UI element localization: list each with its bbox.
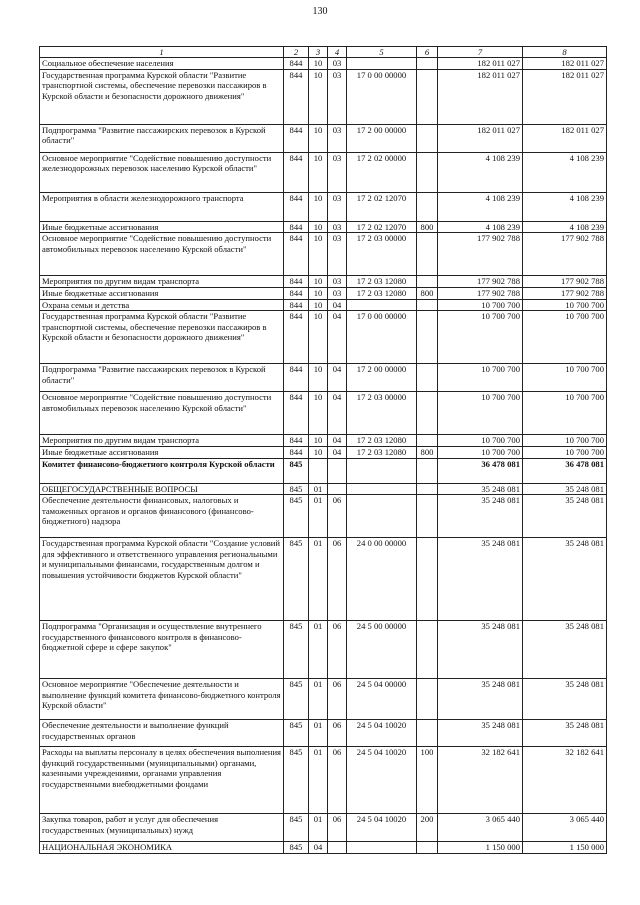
row-amount-1: 4 108 239 xyxy=(438,152,523,192)
row-section-code: 01 xyxy=(309,747,328,814)
row-name: Обеспечение деятельности финансовых, налоговых и таможенных органов и органов финансового (финансово-бюджетного) надзора xyxy=(40,495,284,538)
row-expense-code: 800 xyxy=(417,447,438,459)
row-subsection-code: 04 xyxy=(328,364,347,392)
table-row xyxy=(40,364,607,392)
table-row xyxy=(40,447,607,459)
table-row xyxy=(40,538,607,621)
col-header-subsection: 4 xyxy=(328,47,347,58)
row-subsection-code: 06 xyxy=(328,814,347,842)
row-section-code: 01 xyxy=(309,621,328,679)
row-subsection-code: 04 xyxy=(328,311,347,364)
row-amount-2: 182 011 027 xyxy=(523,69,607,124)
row-ministry-code: 845 xyxy=(284,679,309,720)
row-name: Мероприятия в области железнодорожного транспорта xyxy=(40,192,284,221)
table-row xyxy=(40,435,607,447)
row-expense-code xyxy=(417,69,438,124)
row-amount-1: 182 011 027 xyxy=(438,58,523,70)
row-name: Комитет финансово-бюджетного контроля Курской области xyxy=(40,458,284,483)
row-subsection-code: 03 xyxy=(328,276,347,288)
row-expense-code xyxy=(417,392,438,435)
row-amount-2: 10 700 700 xyxy=(523,435,607,447)
row-amount-1: 4 108 239 xyxy=(438,221,523,233)
row-amount-1: 10 700 700 xyxy=(438,435,523,447)
row-subsection-code: 04 xyxy=(328,447,347,459)
row-target-code xyxy=(347,299,417,311)
row-target-code: 24 0 00 00000 xyxy=(347,538,417,621)
row-subsection-code: 06 xyxy=(328,747,347,814)
row-target-code xyxy=(347,58,417,70)
row-name: ОБЩЕГОСУДАРСТВЕННЫЕ ВОПРОСЫ xyxy=(40,483,284,495)
col-header-ministry: 2 xyxy=(284,47,309,58)
table-row xyxy=(40,311,607,364)
row-expense-code xyxy=(417,483,438,495)
row-expense-code xyxy=(417,192,438,221)
table-row xyxy=(40,458,607,483)
row-ministry-code: 845 xyxy=(284,538,309,621)
row-amount-2: 10 700 700 xyxy=(523,364,607,392)
row-amount-1: 177 902 788 xyxy=(438,288,523,300)
row-section-code: 01 xyxy=(309,495,328,538)
row-name: НАЦИОНАЛЬНАЯ ЭКОНОМИКА xyxy=(40,842,284,854)
row-target-code: 17 2 03 12080 xyxy=(347,276,417,288)
row-expense-code xyxy=(417,233,438,276)
row-expense-code xyxy=(417,311,438,364)
row-name: Государственная программа Курской области "Создание условий для эффективного и ответственного управления региональными и муниципальными финансами, государственным долгом и повышения устойчивости бюджетов Курской области" xyxy=(40,538,284,621)
col-header-target: 5 xyxy=(347,47,417,58)
table-row xyxy=(40,621,607,679)
table-row xyxy=(40,392,607,435)
page-number: 130 xyxy=(312,6,328,17)
row-amount-2: 35 248 081 xyxy=(523,621,607,679)
row-expense-code xyxy=(417,58,438,70)
table-row xyxy=(40,233,607,276)
row-section-code: 10 xyxy=(309,152,328,192)
row-subsection-code: 03 xyxy=(328,233,347,276)
row-amount-1: 35 248 081 xyxy=(438,720,523,747)
row-expense-code: 100 xyxy=(417,747,438,814)
row-amount-1: 177 902 788 xyxy=(438,276,523,288)
row-section-code: 01 xyxy=(309,679,328,720)
row-target-code: 17 2 02 12070 xyxy=(347,192,417,221)
header-row xyxy=(40,47,607,58)
row-ministry-code: 844 xyxy=(284,299,309,311)
row-name: Охрана семьи и детства xyxy=(40,299,284,311)
row-ministry-code: 845 xyxy=(284,495,309,538)
row-target-code: 24 5 04 00000 xyxy=(347,679,417,720)
row-name: Обеспечение деятельности и выполнение функций государственных органов xyxy=(40,720,284,747)
row-subsection-code: 06 xyxy=(328,679,347,720)
row-expense-code xyxy=(417,621,438,679)
row-subsection-code: 03 xyxy=(328,58,347,70)
row-amount-1: 10 700 700 xyxy=(438,364,523,392)
row-target-code: 24 5 04 10020 xyxy=(347,747,417,814)
row-amount-2: 35 248 081 xyxy=(523,483,607,495)
row-amount-1: 10 700 700 xyxy=(438,447,523,459)
row-amount-2: 3 065 440 xyxy=(523,814,607,842)
row-name: Основное мероприятие "Содействие повышению доступности железнодорожных перевозок населению Курской области" xyxy=(40,152,284,192)
row-amount-1: 35 248 081 xyxy=(438,483,523,495)
row-amount-2: 10 700 700 xyxy=(523,392,607,435)
row-name: Иные бюджетные ассигнования xyxy=(40,447,284,459)
row-expense-code xyxy=(417,495,438,538)
table-row xyxy=(40,288,607,300)
row-amount-2: 32 182 641 xyxy=(523,747,607,814)
col-header-name: 1 xyxy=(40,47,284,58)
row-amount-2: 182 011 027 xyxy=(523,124,607,152)
row-name: Иные бюджетные ассигнования xyxy=(40,221,284,233)
row-subsection-code: 06 xyxy=(328,720,347,747)
row-subsection-code: 03 xyxy=(328,152,347,192)
row-expense-code xyxy=(417,435,438,447)
row-target-code: 17 2 03 00000 xyxy=(347,392,417,435)
row-amount-1: 35 248 081 xyxy=(438,679,523,720)
row-section-code: 10 xyxy=(309,288,328,300)
row-ministry-code: 844 xyxy=(284,435,309,447)
row-expense-code: 200 xyxy=(417,814,438,842)
row-section-code: 04 xyxy=(309,842,328,854)
row-section-code: 01 xyxy=(309,483,328,495)
row-subsection-code xyxy=(328,458,347,483)
row-amount-2: 182 011 027 xyxy=(523,58,607,70)
row-section-code: 10 xyxy=(309,299,328,311)
row-amount-2: 35 248 081 xyxy=(523,495,607,538)
row-amount-2: 10 700 700 xyxy=(523,299,607,311)
row-amount-2: 35 248 081 xyxy=(523,720,607,747)
row-target-code xyxy=(347,842,417,854)
row-amount-2: 4 108 239 xyxy=(523,192,607,221)
table-row xyxy=(40,276,607,288)
row-ministry-code: 844 xyxy=(284,58,309,70)
row-section-code: 10 xyxy=(309,364,328,392)
row-expense-code xyxy=(417,679,438,720)
row-subsection-code: 03 xyxy=(328,288,347,300)
budget-table xyxy=(39,46,607,854)
col-header-section: 3 xyxy=(309,47,328,58)
row-section-code: 10 xyxy=(309,69,328,124)
row-target-code: 17 2 02 12070 xyxy=(347,221,417,233)
row-section-code: 10 xyxy=(309,192,328,221)
row-subsection-code xyxy=(328,483,347,495)
row-subsection-code: 04 xyxy=(328,435,347,447)
row-name: Государственная программа Курской области "Развитие транспортной системы, обеспечение перевозки пассажиров в Курской области и безопасности дорожного движения" xyxy=(40,311,284,364)
row-amount-2: 35 248 081 xyxy=(523,538,607,621)
row-amount-1: 1 150 000 xyxy=(438,842,523,854)
table-row xyxy=(40,152,607,192)
row-name: Основное мероприятие "Обеспечение деятельности и выполнение функций комитета финансово-бюджетного контроля Курской области" xyxy=(40,679,284,720)
row-ministry-code: 845 xyxy=(284,720,309,747)
col-header-amount-2: 8 xyxy=(523,47,607,58)
row-name: Подпрограмма "Развитие пассажирских перевозок в Курской области" xyxy=(40,364,284,392)
row-expense-code xyxy=(417,538,438,621)
row-ministry-code: 845 xyxy=(284,842,309,854)
row-subsection-code: 03 xyxy=(328,221,347,233)
row-amount-1: 3 065 440 xyxy=(438,814,523,842)
row-amount-2: 4 108 239 xyxy=(523,152,607,192)
row-ministry-code: 844 xyxy=(284,447,309,459)
row-ministry-code: 844 xyxy=(284,152,309,192)
row-target-code: 24 5 00 00000 xyxy=(347,621,417,679)
row-target-code xyxy=(347,483,417,495)
row-subsection-code: 04 xyxy=(328,392,347,435)
row-section-code: 01 xyxy=(309,814,328,842)
row-name: Государственная программа Курской области "Развитие транспортной системы, обеспечение перевозки пассажиров в Курской области и безопасности дорожного движения" xyxy=(40,69,284,124)
row-section-code xyxy=(309,458,328,483)
row-section-code: 10 xyxy=(309,392,328,435)
row-target-code: 24 5 04 10020 xyxy=(347,720,417,747)
row-section-code: 10 xyxy=(309,221,328,233)
row-ministry-code: 845 xyxy=(284,814,309,842)
row-expense-code xyxy=(417,299,438,311)
row-section-code: 10 xyxy=(309,124,328,152)
table-row xyxy=(40,221,607,233)
row-section-code: 10 xyxy=(309,447,328,459)
row-amount-2: 10 700 700 xyxy=(523,447,607,459)
row-ministry-code: 844 xyxy=(284,288,309,300)
row-amount-2: 36 478 081 xyxy=(523,458,607,483)
row-amount-2: 35 248 081 xyxy=(523,679,607,720)
row-amount-2: 177 902 788 xyxy=(523,288,607,300)
table-row xyxy=(40,814,607,842)
row-expense-code xyxy=(417,364,438,392)
row-amount-1: 36 478 081 xyxy=(438,458,523,483)
row-amount-1: 10 700 700 xyxy=(438,299,523,311)
row-expense-code: 800 xyxy=(417,221,438,233)
table-row xyxy=(40,842,607,854)
row-ministry-code: 844 xyxy=(284,364,309,392)
row-subsection-code: 06 xyxy=(328,621,347,679)
row-name: Основное мероприятие "Содействие повышению доступности автомобильных перевозок населению Курской области" xyxy=(40,233,284,276)
row-target-code: 17 0 00 00000 xyxy=(347,311,417,364)
row-name: Закупка товаров, работ и услуг для обеспечения государственных (муниципальных) нужд xyxy=(40,814,284,842)
row-target-code: 17 2 03 12080 xyxy=(347,288,417,300)
row-name: Подпрограмма "Организация и осуществление внутреннего государственного финансового контроля в финансово-бюджетной сфере и сфере закупок" xyxy=(40,621,284,679)
row-name: Иные бюджетные ассигнования xyxy=(40,288,284,300)
row-ministry-code: 844 xyxy=(284,221,309,233)
row-ministry-code: 844 xyxy=(284,192,309,221)
table-row xyxy=(40,124,607,152)
row-section-code: 01 xyxy=(309,720,328,747)
row-name: Социальное обеспечение населения xyxy=(40,58,284,70)
row-amount-1: 4 108 239 xyxy=(438,192,523,221)
table-row xyxy=(40,58,607,70)
row-ministry-code: 845 xyxy=(284,747,309,814)
row-expense-code xyxy=(417,458,438,483)
row-amount-1: 182 011 027 xyxy=(438,69,523,124)
table-row xyxy=(40,747,607,814)
row-name: Расходы на выплаты персоналу в целях обеспечения выполнения функций государственными (муниципальными) органами, казенными учреждениями, органами управления государственными внебюджетными фондами xyxy=(40,747,284,814)
row-target-code: 17 2 03 00000 xyxy=(347,233,417,276)
row-section-code: 01 xyxy=(309,538,328,621)
table-row xyxy=(40,483,607,495)
table-row xyxy=(40,720,607,747)
row-target-code: 17 2 00 00000 xyxy=(347,364,417,392)
row-amount-1: 32 182 641 xyxy=(438,747,523,814)
row-section-code: 10 xyxy=(309,276,328,288)
row-amount-1: 177 902 788 xyxy=(438,233,523,276)
row-section-code: 10 xyxy=(309,233,328,276)
row-subsection-code: 03 xyxy=(328,124,347,152)
row-expense-code xyxy=(417,720,438,747)
row-amount-1: 182 011 027 xyxy=(438,124,523,152)
row-section-code: 10 xyxy=(309,435,328,447)
row-name: Мероприятия по другим видам транспорта xyxy=(40,276,284,288)
row-ministry-code: 844 xyxy=(284,124,309,152)
table-row xyxy=(40,192,607,221)
row-subsection-code: 03 xyxy=(328,69,347,124)
row-subsection-code xyxy=(328,842,347,854)
row-target-code xyxy=(347,495,417,538)
row-name: Мероприятия по другим видам транспорта xyxy=(40,435,284,447)
row-ministry-code: 844 xyxy=(284,276,309,288)
table-row xyxy=(40,69,607,124)
table-body xyxy=(40,58,607,854)
row-ministry-code: 844 xyxy=(284,311,309,364)
row-amount-2: 10 700 700 xyxy=(523,311,607,364)
row-ministry-code: 844 xyxy=(284,392,309,435)
row-target-code: 17 0 00 00000 xyxy=(347,69,417,124)
table-row xyxy=(40,679,607,720)
row-expense-code xyxy=(417,124,438,152)
row-target-code: 17 2 03 12080 xyxy=(347,435,417,447)
row-subsection-code: 06 xyxy=(328,538,347,621)
col-header-expense: 6 xyxy=(417,47,438,58)
row-subsection-code: 04 xyxy=(328,299,347,311)
row-target-code xyxy=(347,458,417,483)
row-amount-2: 4 108 239 xyxy=(523,221,607,233)
row-ministry-code: 845 xyxy=(284,621,309,679)
row-amount-1: 35 248 081 xyxy=(438,621,523,679)
row-amount-1: 35 248 081 xyxy=(438,538,523,621)
row-expense-code xyxy=(417,842,438,854)
row-name: Основное мероприятие "Содействие повышению доступности автомобильных перевозок населению Курской области" xyxy=(40,392,284,435)
row-name: Подпрограмма "Развитие пассажирских перевозок в Курской области" xyxy=(40,124,284,152)
row-target-code: 17 2 02 00000 xyxy=(347,152,417,192)
row-ministry-code: 845 xyxy=(284,458,309,483)
row-expense-code xyxy=(417,276,438,288)
table-row xyxy=(40,299,607,311)
table-row xyxy=(40,495,607,538)
col-header-amount-1: 7 xyxy=(438,47,523,58)
row-section-code: 10 xyxy=(309,311,328,364)
row-amount-1: 10 700 700 xyxy=(438,392,523,435)
row-ministry-code: 845 xyxy=(284,483,309,495)
row-subsection-code: 03 xyxy=(328,192,347,221)
row-ministry-code: 844 xyxy=(284,233,309,276)
row-amount-2: 1 150 000 xyxy=(523,842,607,854)
row-section-code: 10 xyxy=(309,58,328,70)
row-subsection-code: 06 xyxy=(328,495,347,538)
row-target-code: 17 2 00 00000 xyxy=(347,124,417,152)
row-target-code: 17 2 03 12080 xyxy=(347,447,417,459)
row-amount-2: 177 902 788 xyxy=(523,233,607,276)
row-amount-1: 10 700 700 xyxy=(438,311,523,364)
row-expense-code: 800 xyxy=(417,288,438,300)
row-amount-2: 177 902 788 xyxy=(523,276,607,288)
row-target-code: 24 5 04 10020 xyxy=(347,814,417,842)
row-amount-1: 35 248 081 xyxy=(438,495,523,538)
row-expense-code xyxy=(417,152,438,192)
row-ministry-code: 844 xyxy=(284,69,309,124)
